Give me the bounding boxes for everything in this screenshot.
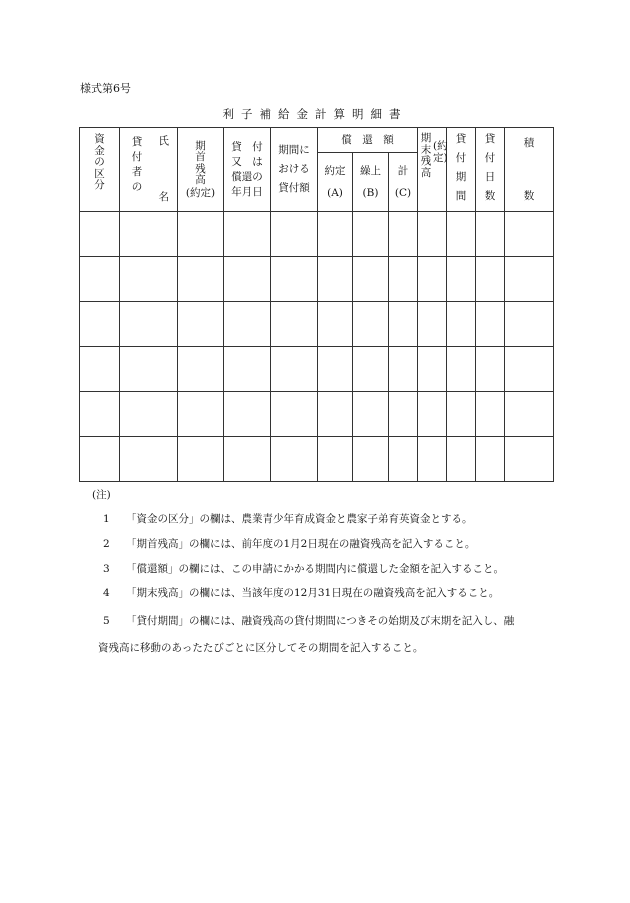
table-cell[interactable] [224,257,271,302]
header-closing-balance: 期末残高 (約定) [418,128,447,212]
table-cell[interactable] [271,437,318,482]
table-row [80,347,554,392]
table-cell[interactable] [476,212,505,257]
table-cell[interactable] [389,257,418,302]
table-cell[interactable] [318,347,353,392]
table-cell[interactable] [318,257,353,302]
table-cell[interactable] [178,212,224,257]
table-cell[interactable] [447,212,476,257]
table-cell[interactable] [80,437,120,482]
document-title: 利子補給金計算明細書 [222,107,408,121]
table-row [80,437,554,482]
table-cell[interactable] [224,437,271,482]
table-cell[interactable] [224,392,271,437]
table-cell[interactable] [80,212,120,257]
table-cell[interactable] [80,257,120,302]
table-cell[interactable] [120,302,178,347]
header-period-loan-amount: 期間に おける 貸付額 [271,128,318,212]
table-cell[interactable] [389,212,418,257]
table-cell[interactable] [80,392,120,437]
table-cell[interactable] [418,392,447,437]
table-cell[interactable] [271,347,318,392]
table-cell[interactable] [476,302,505,347]
table-cell[interactable] [120,347,178,392]
table-row [80,392,554,437]
table-cell[interactable] [447,302,476,347]
table-row [80,257,554,302]
header-row [80,128,554,153]
table-cell[interactable] [120,437,178,482]
table-cell[interactable] [353,347,389,392]
header-repayment-early: 繰上 (B) [353,152,389,211]
table-cell[interactable] [418,347,447,392]
table-cell[interactable] [389,437,418,482]
table-cell[interactable] [318,302,353,347]
table-row [80,212,554,257]
table-cell[interactable] [505,302,554,347]
table-cell[interactable] [418,302,447,347]
table-cell[interactable] [178,347,224,392]
table-cell[interactable] [271,212,318,257]
table-cell[interactable] [271,257,318,302]
table-cell[interactable] [505,437,554,482]
table-cell[interactable] [505,212,554,257]
table-cell[interactable] [476,347,505,392]
table-cell[interactable] [353,392,389,437]
header-loan-period: 貸付期間 [447,128,476,212]
table-cell[interactable] [389,392,418,437]
table-cell[interactable] [120,392,178,437]
table-cell[interactable] [271,392,318,437]
table-cell[interactable] [505,392,554,437]
header-repayment-amount: 償 還 額 [318,128,418,153]
table-row [80,302,554,347]
table-cell[interactable] [389,347,418,392]
table-cell[interactable] [418,257,447,302]
table-cell[interactable] [447,392,476,437]
header-repayment-total: 計 (C) [389,152,418,211]
table-cell[interactable] [120,257,178,302]
table-cell[interactable] [476,437,505,482]
header-loan-days: 貸付日数 [476,128,505,212]
table-cell[interactable] [80,302,120,347]
table-cell[interactable] [80,347,120,392]
table-cell[interactable] [224,302,271,347]
table-cell[interactable] [418,212,447,257]
table-cell[interactable] [447,257,476,302]
header-loan-repayment-date: 貸 付 又 は 償還の 年月日 [224,128,271,212]
table-cell[interactable] [178,437,224,482]
table-cell[interactable] [271,302,318,347]
table-cell[interactable] [447,437,476,482]
table-cell[interactable] [178,302,224,347]
table-cell[interactable] [505,257,554,302]
form-number: 様式第6号 [80,82,131,95]
calculation-table [79,127,554,482]
table-cell[interactable] [418,437,447,482]
header-borrower-name: 貸付者の 氏 名 [120,128,178,212]
table-cell[interactable] [120,212,178,257]
table-cell[interactable] [178,257,224,302]
table-cell[interactable] [353,437,389,482]
header-product: 積 数 [505,128,554,212]
table-cell[interactable] [476,392,505,437]
table-cell[interactable] [353,302,389,347]
table-cell[interactable] [318,212,353,257]
table-cell[interactable] [505,347,554,392]
table-cell[interactable] [476,257,505,302]
table-cell[interactable] [447,347,476,392]
table-cell[interactable] [224,347,271,392]
table-cell[interactable] [224,212,271,257]
table-cell[interactable] [318,437,353,482]
notes-label: (注) [92,489,111,501]
header-opening-balance: 期首残高 (約定) [178,128,224,212]
table-cell[interactable] [353,212,389,257]
table-cell[interactable] [318,392,353,437]
table-cell[interactable] [389,302,418,347]
table-cell[interactable] [178,392,224,437]
header-repayment-contract: 約定 (A) [318,152,353,211]
header-fund-category: 資金の区分 [80,128,120,212]
note-item-continuation: 資残高に移動のあったたびごとに区分してその期間を記入すること。 [98,642,424,654]
table-cell[interactable] [353,257,389,302]
